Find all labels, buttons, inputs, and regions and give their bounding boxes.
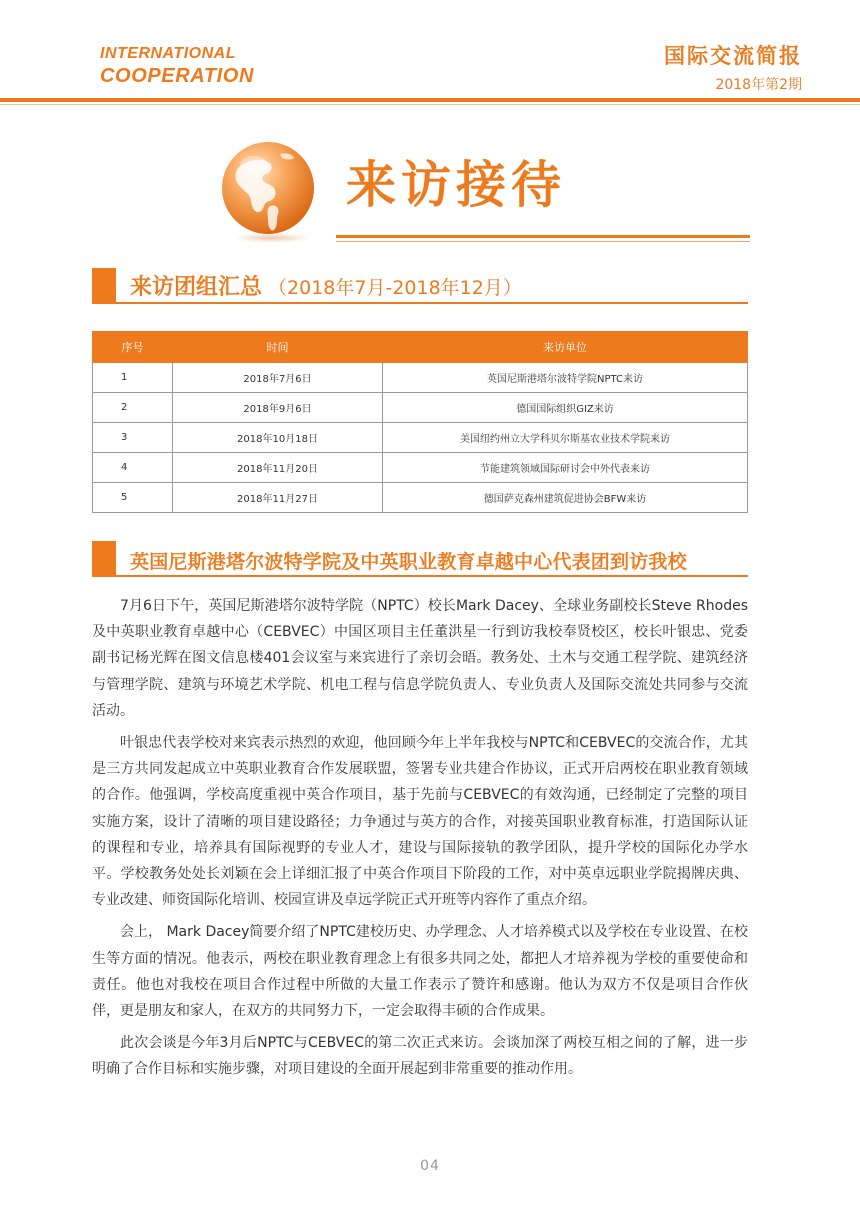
cell-no: 5 [93,483,173,513]
section-marker [92,541,116,575]
table-row [93,363,748,393]
section-underline [92,575,748,577]
bulletin-title: 国际交流简报 [664,44,802,68]
globe-icon [218,140,322,244]
section-marker [92,268,116,302]
table-row [93,453,748,483]
col-header-date: 时间 [173,332,383,363]
section-underline [92,302,748,304]
cell-date: 2018年11月27日 [173,483,383,513]
article-paragraph: 此次会谈是今年3月后NPTC与CEBVEC的第二次正式来访。会谈加深了两校互相之间的了解，进一步明确了合作目标和实施步骤，对项目建设的全面开展起到非常重要的推动作用。 [92,1035,748,1078]
cell-no: 1 [93,363,173,393]
page-number: 04 [420,1158,440,1174]
title-underline [336,235,750,238]
cell-date: 2018年7月6日 [173,363,383,393]
cell-date: 2018年9月6日 [173,393,383,423]
section-heading-nptc-visit [92,541,748,577]
header-line-international: INTERNATIONAL [100,45,236,62]
header-divider [0,98,860,102]
section-title [130,270,522,301]
table-header-row [93,332,748,363]
section-title: 英国尼斯港塔尔波特学院及中英职业教育卓越中心代表团到访我校 [130,551,687,573]
section-title-date-range: （2018年7月-2018年12月） [268,277,522,299]
cell-visitor: 德国萨克森州建筑促进协会BFW来访 [383,483,748,513]
table-row [93,393,748,423]
cell-date: 2018年10月18日 [173,423,383,453]
table-row [93,483,748,513]
article-paragraph: 7月6日下午，英国尼斯港塔尔波特学院（NPTC）校长Mark Dacey、全球业务副校长Steve Rhodes及中英职业教育卓越中心（CEBVEC）中国区项目主任董洪星一行到访我校奉贤校区，校长叶银忠、党委副书记杨光辉在图文信息楼401会议室与来宾进行了亲切会晤。教务处、土木与交通工程学院、建筑经济与管理学院、建筑与环境艺术学院、机电工程与信息学院负责人、专业负责人及国际交流处共同参与交流活动。 [92,598,748,719]
publication-name-cn [664,40,802,94]
cell-visitor: 节能建筑领域国际研讨会中外代表来访 [383,453,748,483]
page-title: 来访接待 [346,156,566,214]
article-paragraph: 叶银忠代表学校对来宾表示热烈的欢迎，他回顾今年上半年我校与NPTC和CEBVEC的交流合作，尤其是三方共同发起成立中英职业教育合作发展联盟，签署专业共建合作协议，正式开启两校在职业教育领域的合作。他强调，学校高度重视中英合作项目，基于先前与CEBVEC的有效沟通，已经制定了完整的项目实施方案，设计了清晰的项目建设路径；力争通过与英方的合作，对接英国职业教育标准，打造国际认证的课程和专业，培养具有国际视野的专业人才，建设与国际接轨的教学团队，提升学校的国际化办学水平。学校教务处处长刘颖在会上详细汇报了中英合作项目下阶段的工作，对中英卓远职业学院揭牌庆典、专业改建、师资国际化培训、校园宣讲及卓远学院正式开班等内容作了重点介绍。 [92,735,748,909]
title-underline-thin [336,241,750,242]
cell-visitor: 美国纽约州立大学科贝尔斯基农业技术学院来访 [383,423,748,453]
table-row [93,423,748,453]
cell-no: 2 [93,393,173,423]
cell-no: 4 [93,453,173,483]
section-heading-visit-summary [92,268,748,304]
cell-no: 3 [93,423,173,453]
col-header-visitor: 来访单位 [383,332,748,363]
section-title-main: 来访团组汇总 [130,275,263,300]
header-line-cooperation: COOPERATION [100,65,255,87]
article-paragraph: 会上， Mark Dacey简要介绍了NPTC建校历史、办学理念、人才培养模式以及学校在专业设置、在校生等方面的情况。他表示，两校在职业教育理念上有很多共同之处，都把人才培养视为学校的重要使命和责任。他也对我校在项目合作过程中所做的大量工作表示了赞许和感谢。他认为双方不仅是项目合作伙伴，更是朋友和家人，在双方的共同努力下，一定会取得丰硕的合作成果。 [92,924,748,1020]
article-body [92,593,748,1089]
cell-date: 2018年11月20日 [173,453,383,483]
col-header-no: 序号 [93,332,173,363]
cell-visitor: 英国尼斯港塔尔波特学院NPTC来访 [383,363,748,393]
bulletin-issue: 2018年第2期 [715,77,802,93]
publication-name-en [100,46,254,86]
cell-visitor: 德国国际组织GIZ来访 [383,393,748,423]
visit-summary-table [92,331,748,513]
